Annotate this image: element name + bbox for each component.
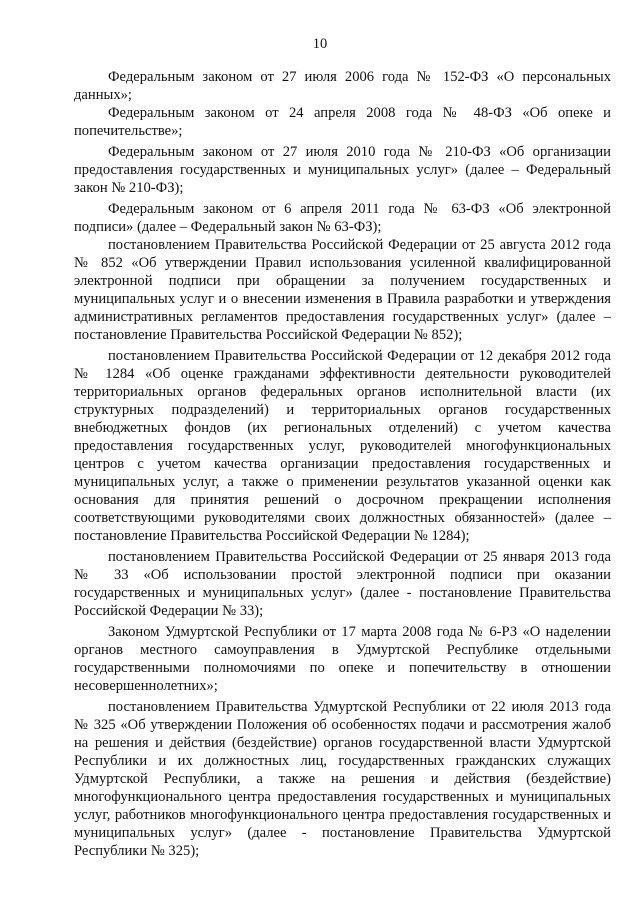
paragraph-resolution-1284: постановлением Правительства Российской Федерации от 12 декабря 2012 года № 1284 «Об оценке гражданами эффективности деятельности руководителей территориальных органов федеральных органов исполнительной власти (их структурных подразделений) и территориальных органов государственных внебюджетных фондов (их региональных отделений) с учетом качества предоставления государственных услуг, руководителей многофункциональных центров с учетом качества организации предоставления государственных и муниципальных услуг, а также о применении результатов указанной оценки как основания для принятия решений о досрочном прекращении исполнения соответствующими руководителями своих должностных обязанностей» (далее – постановление Правительства Российской Федерации № 1284);: [74, 348, 611, 544]
paragraph-law-210fz: Федеральным законом от 27 июля 2010 года № 210-ФЗ «Об организации предоставления государственных и муниципальных услуг» (далее – Федеральный закон № 210-ФЗ);: [74, 144, 611, 196]
paragraph-law-48fz: Федеральным законом от 24 апреля 2008 года № 48-ФЗ «Об опеке и попечительстве»;: [74, 105, 611, 139]
document-body: [74, 68, 611, 860]
paragraph-law-152fz: Федеральным законом от 27 июля 2006 года № 152-ФЗ «О персональных данных»;: [74, 69, 611, 103]
paragraph-udmurt-resolution-325: постановлением Правительства Удмуртской Республики от 22 июля 2013 года № 325 «Об утверждении Положения об особенностях подачи и рассмотрения жалоб на решения и действия (бездействие) органов государственной власти Удмуртской Республики и их должностных лиц, государственных гражданских служащих Удмуртской Республики, а также на решения и действия (бездействие) многофункционального центра предоставления государственных и муниципальных услуг, работников многофункционального центра предоставления государственных и муниципальных услуг» (далее - постановление Правительства Удмуртской Республики № 325);: [74, 699, 611, 859]
paragraph-law-63fz: Федеральным законом от 6 апреля 2011 года № 63-ФЗ «Об электронной подписи» (далее – Федеральный закон № 63-ФЗ);: [74, 201, 611, 235]
paragraph-resolution-33: постановлением Правительства Российской Федерации от 25 января 2013 года № 33 «Об использовании простой электронной подписи при оказании государственных и муниципальных услуг» (далее - постановление Правительства Российской Федерации № 33);: [74, 549, 611, 619]
page-number: 10: [312, 36, 328, 52]
paragraph-resolution-852: постановлением Правительства Российской Федерации от 25 августа 2012 года № 852 «Об утверждении Правил использования усиленной квалифицированной электронной подписи при обращении за получением государственных и муниципальных услуг и о внесении изменения в Правила разработки и утверждения административных регламентов предоставления государственных услуг» (далее – постановление Правительства Российской Федерации № 852);: [74, 237, 611, 343]
paragraph-udmurt-law-6rz: Законом Удмуртской Республики от 17 марта 2008 года № 6-РЗ «О наделении органов местного самоуправления в Удмуртской Республике отдельными государственными полномочиями по опеке и попечительству в отношении несовершеннолетних»;: [74, 624, 611, 694]
